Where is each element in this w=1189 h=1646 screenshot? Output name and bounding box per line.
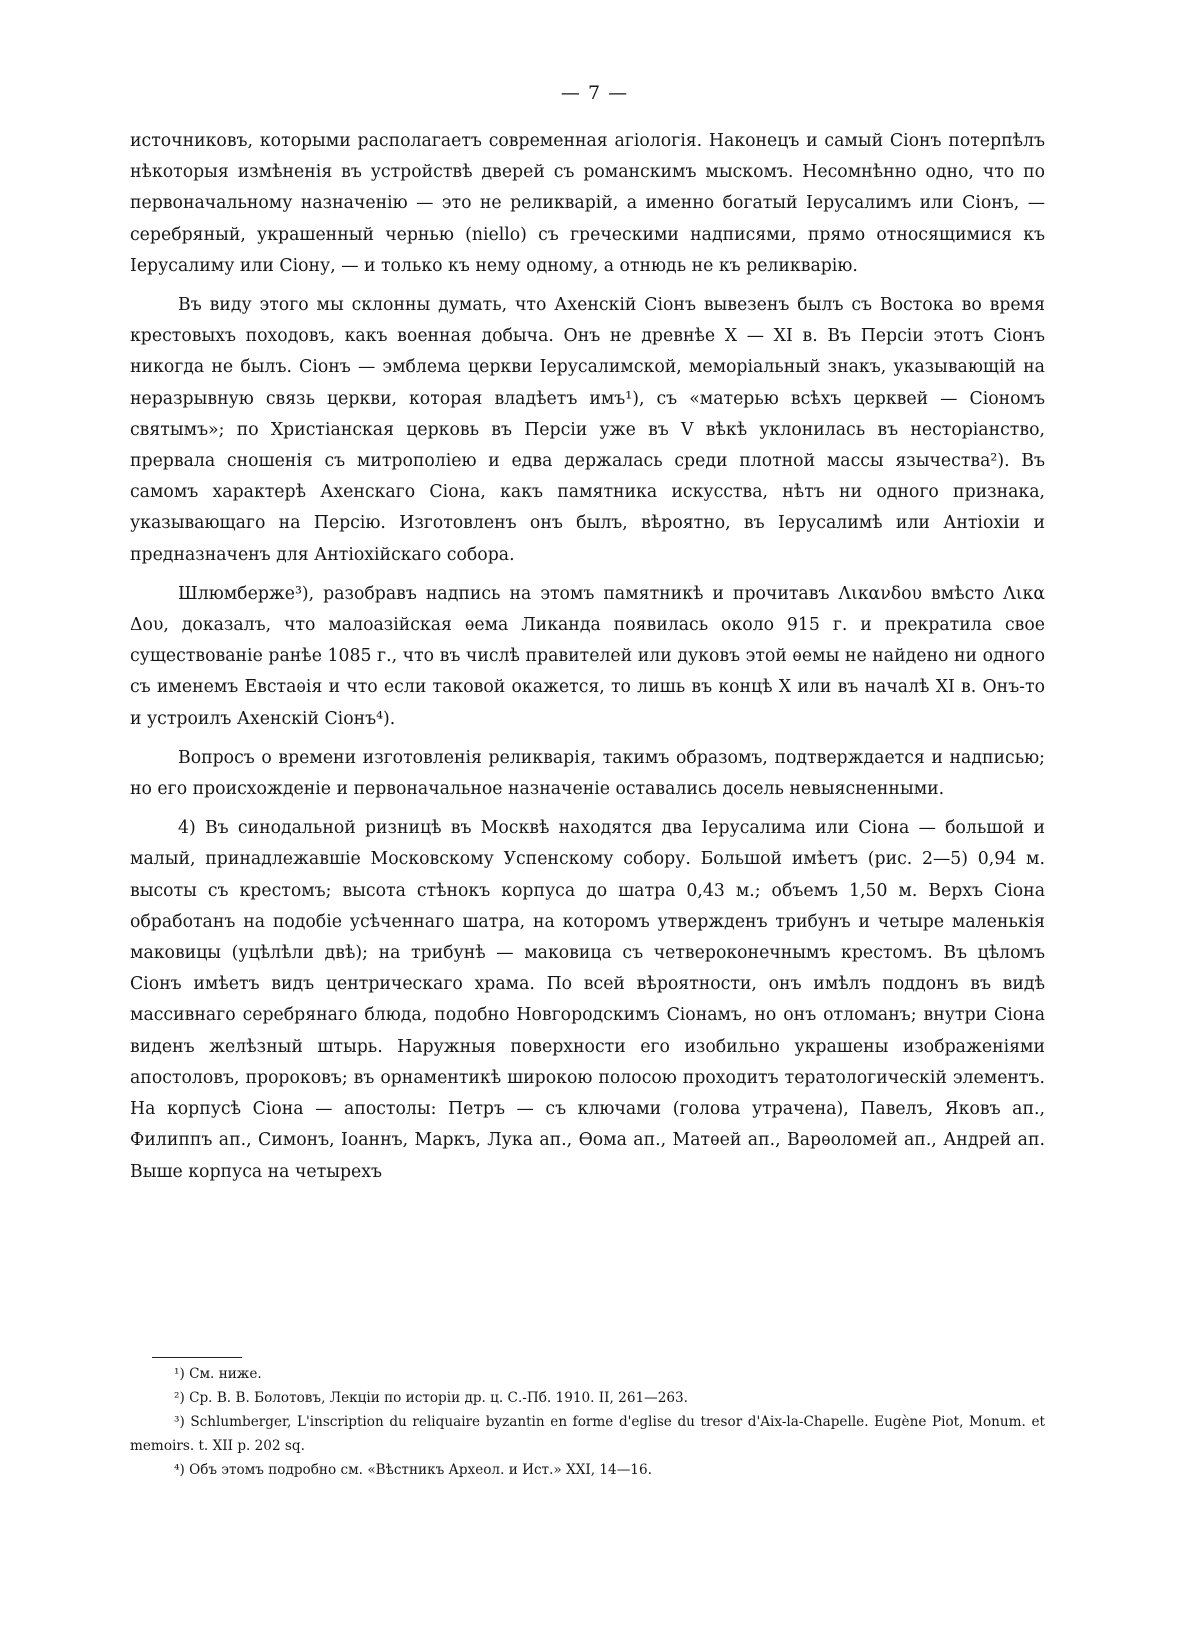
- paragraph-1: источниковъ, которыми располагаетъ современная агіологія. Наконецъ и самый Сіонъ потерпѣлъ нѣкоторыя измѣненія въ устройствѣ дверей съ романскимъ мыскомъ. Несомнѣнно одно, что по первоначальному назначенію — это не реликварій, а именно богатый Іерусалимъ или Сіонъ, — серебряный, украшенный чернью (niello) съ греческими надписями, прямо относящимися къ Іерусалиму или Сіону, — и только къ нему одному, а отнюдь не къ реликварію.: [130, 131, 1045, 276]
- footnote-4: ⁴) Объ этомъ подробно см. «Вѣстникъ Археол. и Ист.» XXI, 14—16.: [174, 1462, 652, 1478]
- paragraph-4: Вопросъ о времени изготовленія реликварія, такимъ образомъ, подтверждается и надписью; но его происхожденіе и первоначальное назначеніе оставались досель невыясненными.: [130, 747, 1045, 800]
- footnote-1: ¹) См. ниже.: [174, 1366, 262, 1382]
- footnote-divider: [152, 1357, 242, 1358]
- footnote-3: ³) Schlumberger, L'inscription du reliquaire byzantin en forme d'eglise du tresor d'Aix-la-Chapelle. Eugène Piot, Monum. et memoirs. t. XII p. 202 sq.: [130, 1414, 1045, 1454]
- paragraph-5: 4) Въ синодальной ризницѣ въ Москвѣ находятся два Іерусалима или Сіона — большой и малый, принадлежавшіе Московскому Успенскому собору. Большой имѣетъ (рис. 2—5) 0,94 м. высоты съ крестомъ; высота стѣнокъ корпуса до шатра 0,43 м.; объемъ 1,50 м. Верхъ Сіона обработанъ на подобіе усѣченнаго шатра, на которомъ утвержденъ трибунъ и четыре маленькія маковицы (уцѣлѣли двѣ); на трибунѣ — маковица съ четвероконечнымъ крестомъ. Въ цѣломъ Сіонъ имѣетъ видъ центрическаго храма. По всей вѣроятности, онъ имѣлъ поддонъ въ видѣ массивнаго серебрянаго блюда, подобно Новгородскимъ Сіонамъ, но онъ отломанъ; внутри Сіона виденъ желѣзный штырь. Наружныя поверхности его изобильно украшены изображеніями апостоловъ, пророковъ; въ орнаментикѣ широкою полосою проходитъ тератологическій элементъ. На корпусѣ Сіона — апостолы: Петръ — съ ключами (голова утрачена), Павелъ, Яковъ ап., Филиппъ ап., Симонъ, Іоаннъ, Маркъ, Лука ап., Ѳома ап., Матѳей ап., Варѳоломей ап., Андрей ап. Выше корпуса на четырехъ: [130, 818, 1045, 1182]
- footnote-2: ²) Ср. В. В. Болотовъ, Лекціи по исторіи др. ц. С.-Пб. 1910. II, 261—263.: [174, 1390, 688, 1406]
- paragraph-3: Шлюмберже³), разобравъ надпись на этомъ памятникѣ и прочитавъ Λικανδου вмѣсто Λικα Δου, доказалъ, что малоазійская ѳема Ликанда появилась около 915 г. и прекратила свое существованіе ранѣе 1085 г., что въ числѣ правителей или дуковъ этой ѳемы не найдено ни одного съ именемъ Евстаѳія и что если таковой окажется, то лишь въ концѣ X или въ началѣ XI в. Онъ-то и устроилъ Ахенскій Сіонъ⁴).: [130, 583, 1045, 729]
- body-text: [130, 126, 1045, 1188]
- footnotes: [130, 1362, 1045, 1482]
- paragraph-2: Въ виду этого мы склонны думать, что Ахенскій Сіонъ вывезенъ былъ съ Востока во время крестовыхъ походовъ, какъ военная добыча. Онъ не древнѣе X — XI в. Въ Персіи этотъ Сіонъ никогда не былъ. Сіонъ — эмблема церкви Іерусалимской, меморіальный знакъ, указывающій на неразрывную связь церкви, которая владѣетъ имъ¹), съ «матерью всѣхъ церквей — Сіономъ святымъ»; по Христіанская церковь въ Персіи уже въ V вѣкѣ уклонилась въ несторіанство, прервала сношенія съ митрополіею и едва держалась среди плотной массы язычества²). Въ самомъ характерѣ Ахенскаго Сіона, какъ памятника искусства, нѣтъ ни одного признака, указывающаго на Персію. Изготовленъ онъ былъ, вѣроятно, въ Іерусалимѣ или Антіохіи и предназначенъ для Антіохійскаго собора.: [130, 295, 1045, 565]
- page-number: — 7 —: [560, 82, 629, 104]
